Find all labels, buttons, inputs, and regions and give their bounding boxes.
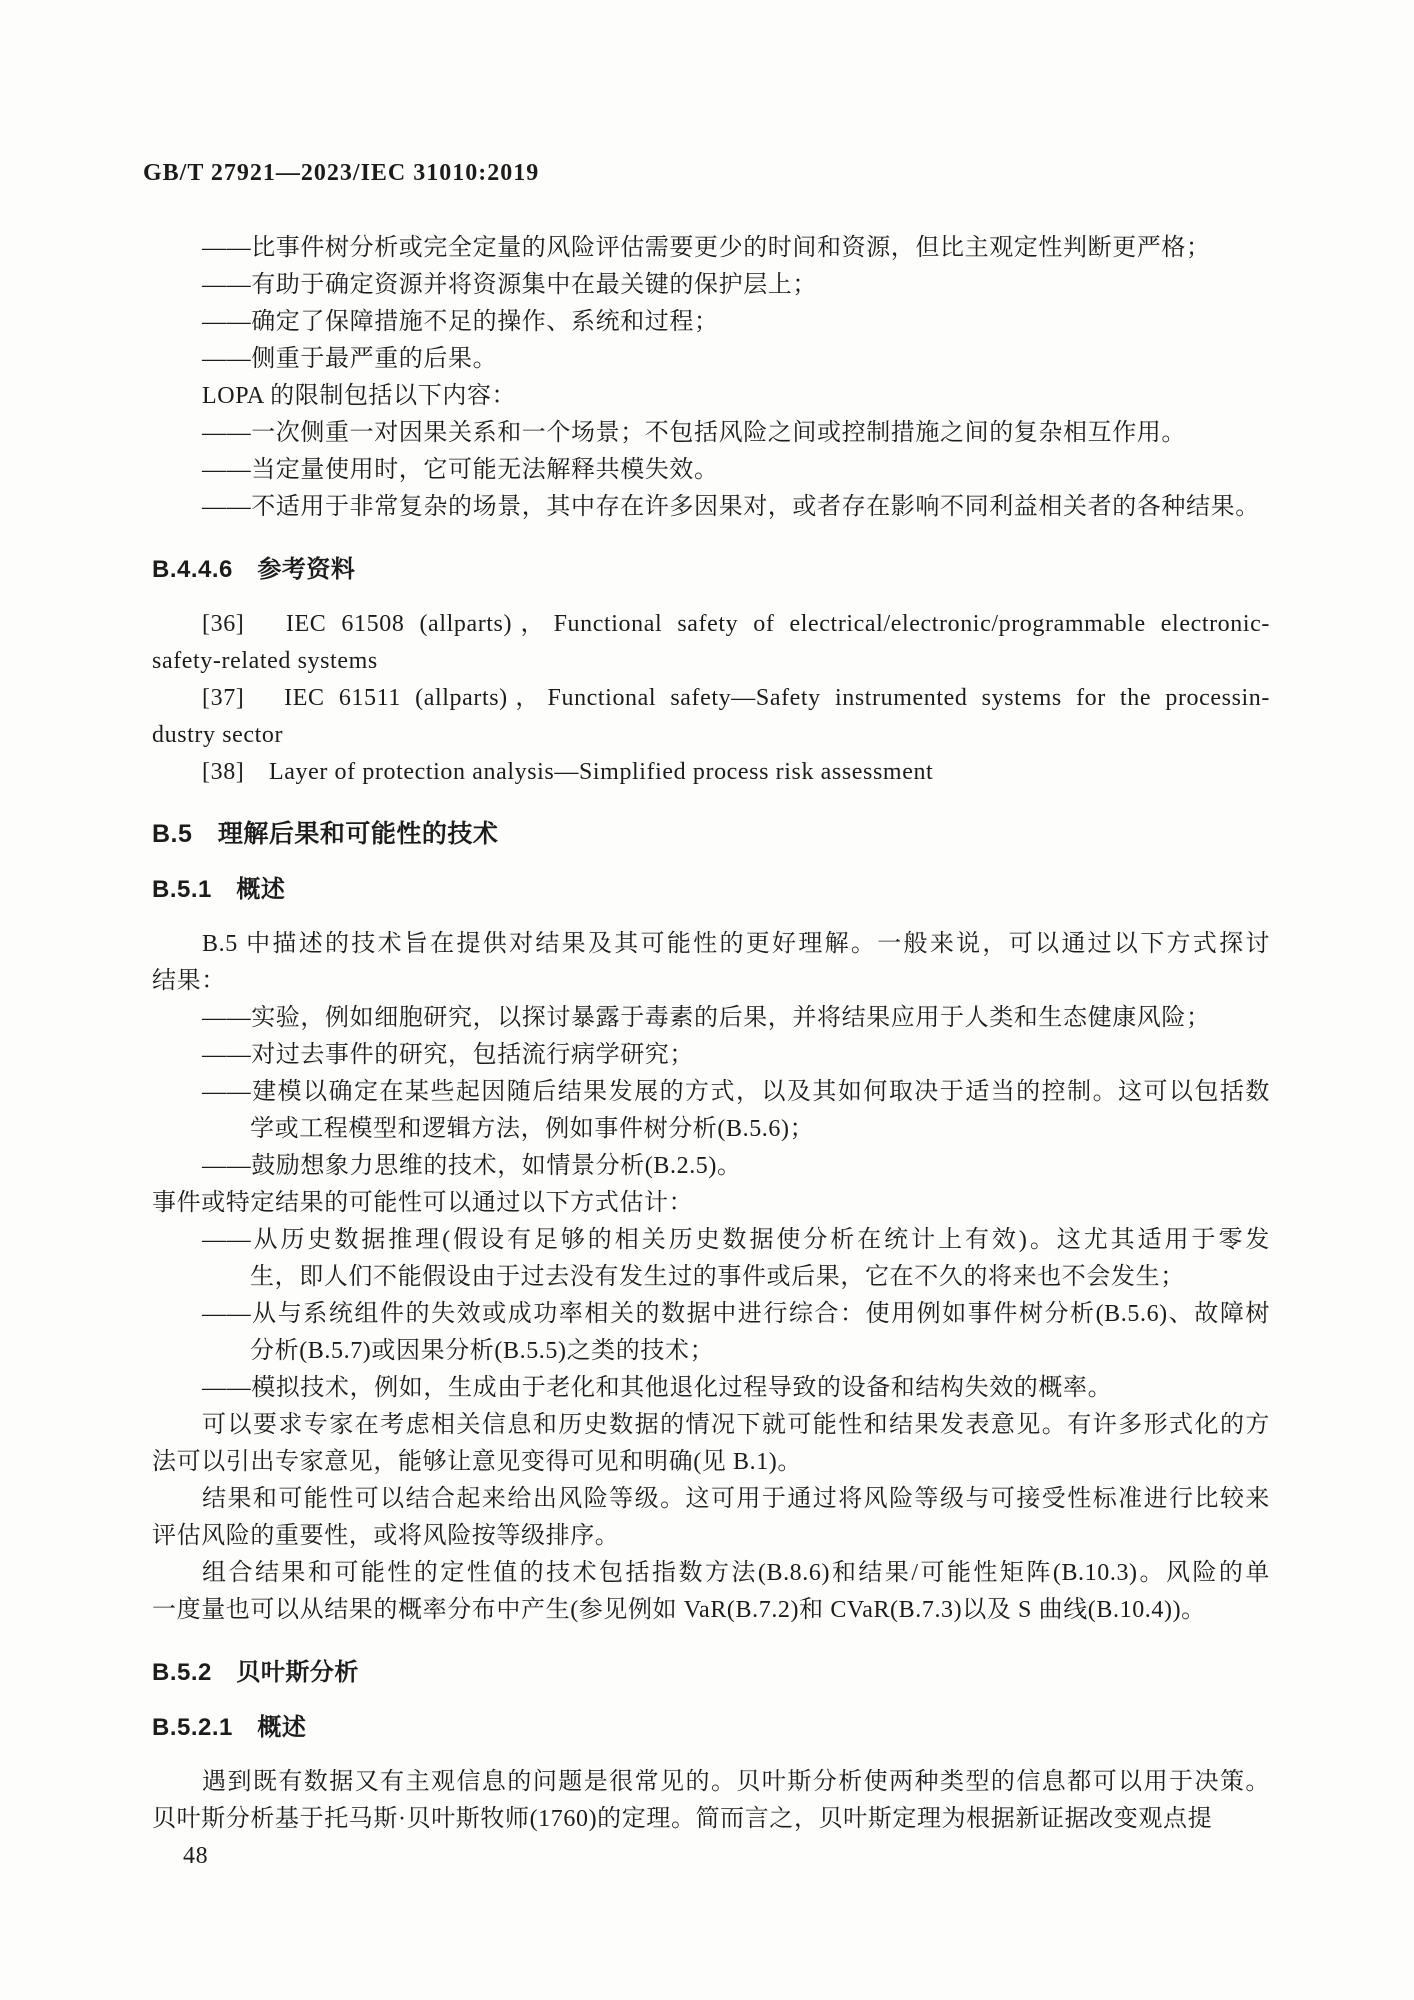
text-line: 生，即人们不能假设由于过去没有发生过的事件或后果，它在不久的将来也不会发生； bbox=[250, 1264, 1185, 1290]
text-line: ——当定量使用时，它可能无法解释共模失效。 bbox=[202, 457, 719, 483]
section-heading: B.5.2.1 概述 bbox=[152, 1714, 307, 1741]
section-heading: B.5.1 概述 bbox=[152, 876, 286, 903]
text-line: B.5 中描述的技术旨在提供对结果及其可能性的更好理解。一般来说，可以通过以下方式探讨 bbox=[202, 931, 1270, 957]
text-line: ——模拟技术，例如，生成由于老化和其他退化过程导致的设备和结构失效的概率。 bbox=[202, 1375, 1113, 1401]
page-number: 48 bbox=[183, 1843, 209, 1869]
text-line: ——从历史数据推理(假设有足够的相关历史数据使分析在统计上有效)。这尤其适用于零发 bbox=[202, 1227, 1270, 1253]
text-line: ——对过去事件的研究，包括流行病学研究； bbox=[202, 1042, 694, 1068]
text-line: ——比事件树分析或完全定量的风险评估需要更少的时间和资源，但比主观定性判断更严格； bbox=[202, 235, 1211, 261]
text-line: 评估风险的重要性，或将风险按等级排序。 bbox=[152, 1523, 620, 1549]
text-line: ——建模以确定在某些起因随后结果发展的方式，以及其如何取决于适当的控制。这可以包括数 bbox=[202, 1079, 1270, 1105]
text-line: 可以要求专家在考虑相关信息和历史数据的情况下就可能性和结果发表意见。有许多形式化的方 bbox=[202, 1412, 1270, 1438]
text-line: 组合结果和可能性的定性值的技术包括指数方法(B.8.6)和结果/可能性矩阵(B.10.3)。风险的单 bbox=[202, 1560, 1270, 1586]
text-line: [36] IEC 61508 (allparts)，Functional safety of electrical/electronic/programmable electronic- bbox=[202, 611, 1270, 637]
text-line: ——鼓励想象力思维的技术，如情景分析(B.2.5)。 bbox=[202, 1153, 742, 1179]
section-heading: B.5 理解后果和可能性的技术 bbox=[152, 820, 499, 848]
text-line: [37] IEC 61511 (allparts)，Functional safety—Safety instrumented systems for the processin- bbox=[202, 685, 1270, 711]
document-body bbox=[152, 230, 1270, 1875]
text-line: [38] Layer of protection analysis—Simplified process risk assessment bbox=[202, 759, 934, 785]
text-line: 结果： bbox=[152, 968, 226, 994]
text-line: ——一次侧重一对因果关系和一个场景；不包括风险之间或控制措施之间的复杂相互作用。 bbox=[202, 420, 1186, 446]
text-line: LOPA 的限制包括以下内容： bbox=[202, 383, 517, 409]
text-line: 结果和可能性可以结合起来给出风险等级。这可用于通过将风险等级与可接受性标准进行比较来 bbox=[202, 1486, 1270, 1512]
text-line: 分析(B.5.7)或因果分析(B.5.5)之类的技术； bbox=[250, 1338, 715, 1364]
text-line: ——从与系统组件的失效或成功率相关的数据中进行综合：使用例如事件树分析(B.5.6)、故障树 bbox=[202, 1301, 1270, 1327]
document-lines bbox=[152, 230, 1270, 1838]
section-heading: B.4.4.6 参考资料 bbox=[152, 556, 356, 583]
text-line: ——实验，例如细胞研究，以探讨暴露于毒素的后果，并将结果应用于人类和生态健康风险； bbox=[202, 1005, 1211, 1031]
text-line: 学或工程模型和逻辑方法，例如事件树分析(B.5.6)； bbox=[250, 1116, 815, 1142]
running-header: GB/T 27921—2023/IEC 31010:2019 bbox=[143, 160, 540, 186]
text-line: 遇到既有数据又有主观信息的问题是很常见的。贝叶斯分析使两种类型的信息都可以用于决策。 bbox=[202, 1769, 1270, 1795]
text-line: 贝叶斯分析基于托马斯·贝叶斯牧师(1760)的定理。简而言之，贝叶斯定理为根据新证据改变观点提 bbox=[152, 1806, 1213, 1832]
text-line: ——不适用于非常复杂的场景，其中存在许多因果对，或者存在影响不同利益相关者的各种结果。 bbox=[202, 494, 1260, 520]
text-line: 事件或特定结果的可能性可以通过以下方式估计： bbox=[152, 1190, 694, 1216]
text-line: dustry sector bbox=[152, 722, 284, 748]
section-heading: B.5.2 贝叶斯分析 bbox=[152, 1659, 359, 1686]
text-line: safety-related systems bbox=[152, 648, 378, 674]
text-line: 法可以引出专家意见，能够让意见变得可见和明确(见 B.1)。 bbox=[152, 1449, 802, 1475]
text-line: ——确定了保障措施不足的操作、系统和过程； bbox=[202, 309, 719, 335]
text-line: ——有助于确定资源并将资源集中在最关键的保护层上； bbox=[202, 272, 817, 298]
text-line: 一度量也可以从结果的概率分布中产生(参见例如 VaR(B.7.2)和 CVaR(B.7.3)以及 S 曲线(B.10.4))。 bbox=[152, 1597, 1206, 1623]
text-line: ——侧重于最严重的后果。 bbox=[202, 346, 498, 372]
